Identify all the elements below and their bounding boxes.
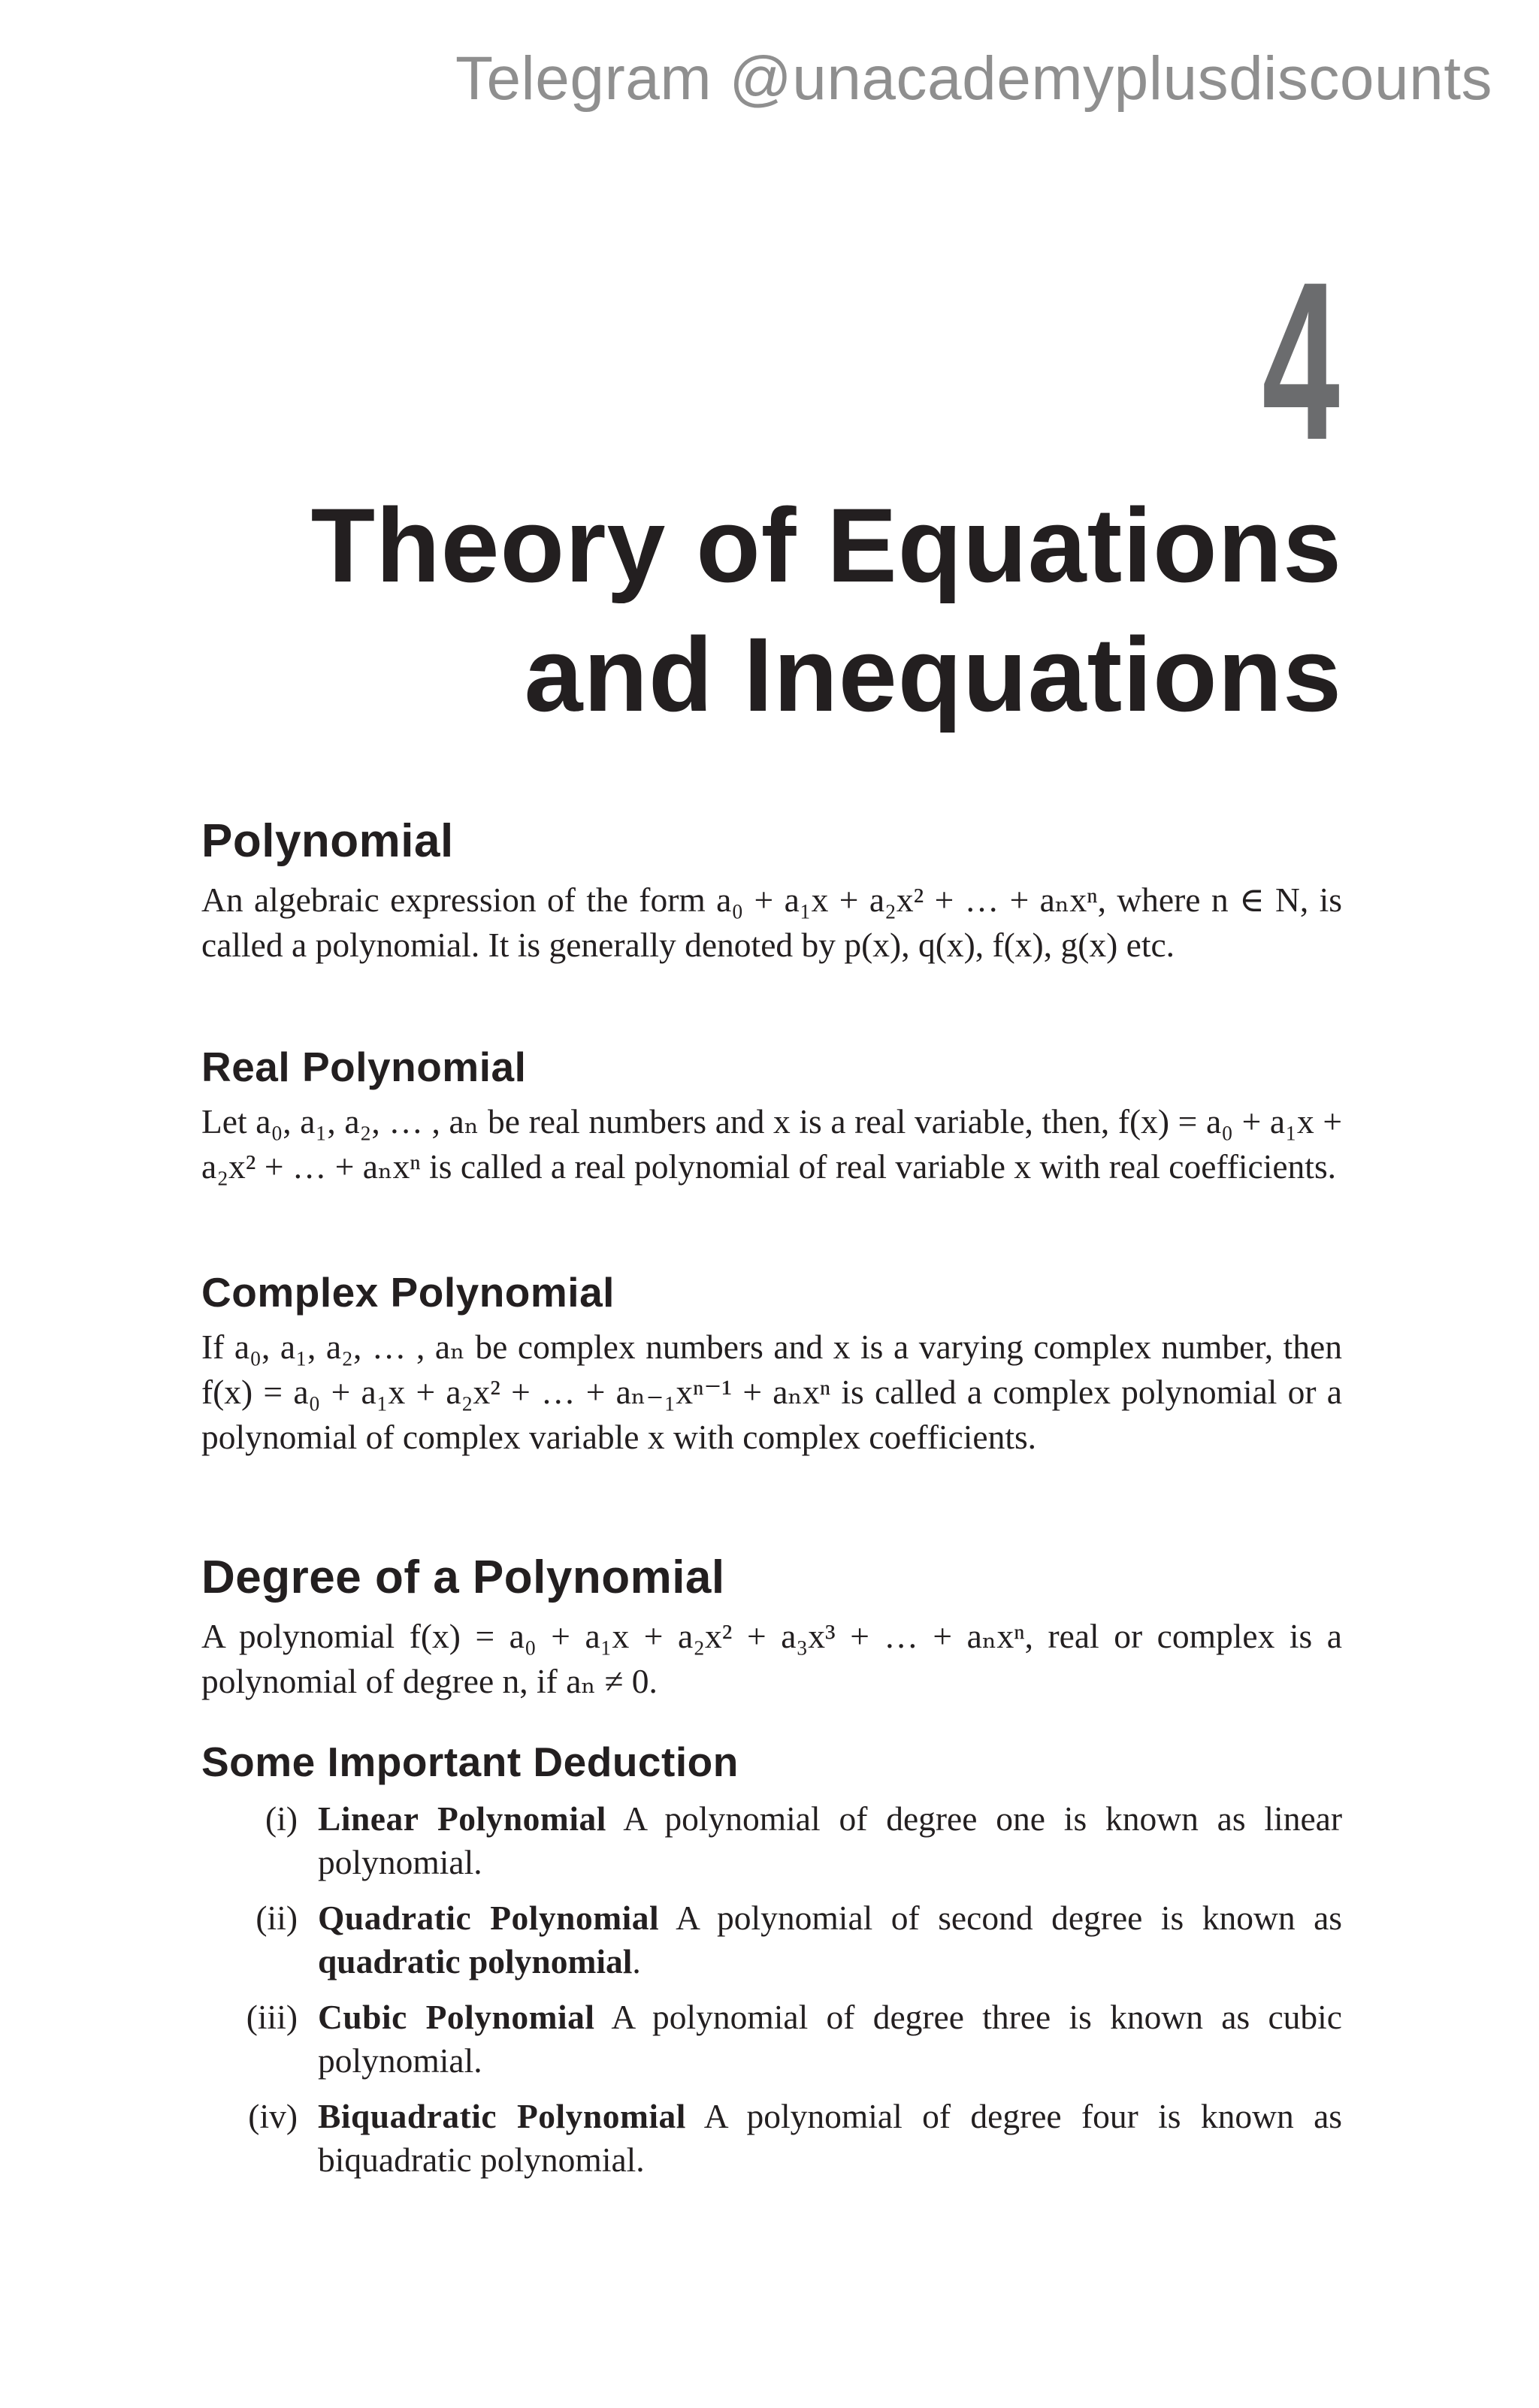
deduction-list <box>201 1797 1342 2182</box>
list-item <box>201 1896 1342 1984</box>
item-number: (ii) <box>255 1899 298 1937</box>
item-text: A polynomial of degree one is known as linear polynomial. <box>318 1799 1342 1881</box>
chapter-title-line-1: Theory of Equations <box>310 486 1342 604</box>
item-text: A polynomial of degree four is known as biquadratic polynomial. <box>318 2097 1342 2179</box>
section-text: Let a₀, a₁, a₂, … , aₙ be real numbers and x is a real variable, then, f(x) = a₀ + a₁x + a₂x² + … + aₙxⁿ is called a real polynomial of real variable x with real coefficients. <box>201 1102 1342 1186</box>
item-term: Quadratic Polynomial <box>318 1899 660 1937</box>
section-heading: Degree of a Polynomial <box>201 1551 725 1603</box>
section-degree <box>201 1548 1342 1704</box>
section-real-polynomial <box>201 1041 1342 1189</box>
list-item <box>201 1996 1342 2083</box>
section-heading: Polynomial <box>201 815 454 867</box>
item-term: Biquadratic Polynomial <box>318 2097 686 2135</box>
list-item <box>201 2095 1342 2182</box>
section-heading: Complex Polynomial <box>201 1269 615 1316</box>
item-tail: . <box>632 1942 641 1980</box>
section-polynomial <box>201 811 1342 968</box>
list-item <box>201 1797 1342 1884</box>
section-text: A polynomial f(x) = a₀ + a₁x + a₂x² + a₃x³ + … + aₙxⁿ, real or complex is a polynomial of degree n, if aₙ ≠ 0. <box>201 1617 1342 1700</box>
chapter-number: 4 <box>1262 234 1340 487</box>
chapter-title <box>311 481 1342 739</box>
item-emphasis: quadratic polynomial <box>318 1942 633 1980</box>
section-deduction <box>201 1736 1342 2194</box>
item-number: (iv) <box>248 2097 298 2135</box>
item-number: (i) <box>265 1799 298 1838</box>
watermark: Telegram @unacademyplusdiscounts <box>455 44 1492 113</box>
section-heading: Some Important Deduction <box>201 1739 739 1785</box>
item-number: (iii) <box>246 1998 298 2036</box>
item-term: Linear Polynomial <box>318 1799 606 1838</box>
chapter-title-line-2: and Inequations <box>524 615 1342 733</box>
section-heading: Real Polynomial <box>201 1044 527 1090</box>
item-text: A polynomial of second degree is known as <box>659 1899 1342 1937</box>
item-term: Cubic Polynomial <box>318 1998 595 2036</box>
section-text: If a₀, a₁, a₂, … , aₙ be complex numbers and x is a varying complex number, then f(x) = a₀ + a₁x + a₂x² + … + aₙ₋₁xⁿ⁻¹ + aₙxⁿ is called a complex polynomial or a polynomial of complex variable x with complex coefficients. <box>201 1328 1342 1456</box>
item-text: A polynomial of degree three is known as cubic polynomial. <box>318 1998 1342 2080</box>
section-text: An algebraic expression of the form a₀ + a₁x + a₂x² + … + aₙxⁿ, where n ∈ N, is called a polynomial. It is generally denoted by p(x), q(x), f(x), g(x) etc. <box>201 881 1342 964</box>
section-complex-polynomial <box>201 1266 1342 1460</box>
